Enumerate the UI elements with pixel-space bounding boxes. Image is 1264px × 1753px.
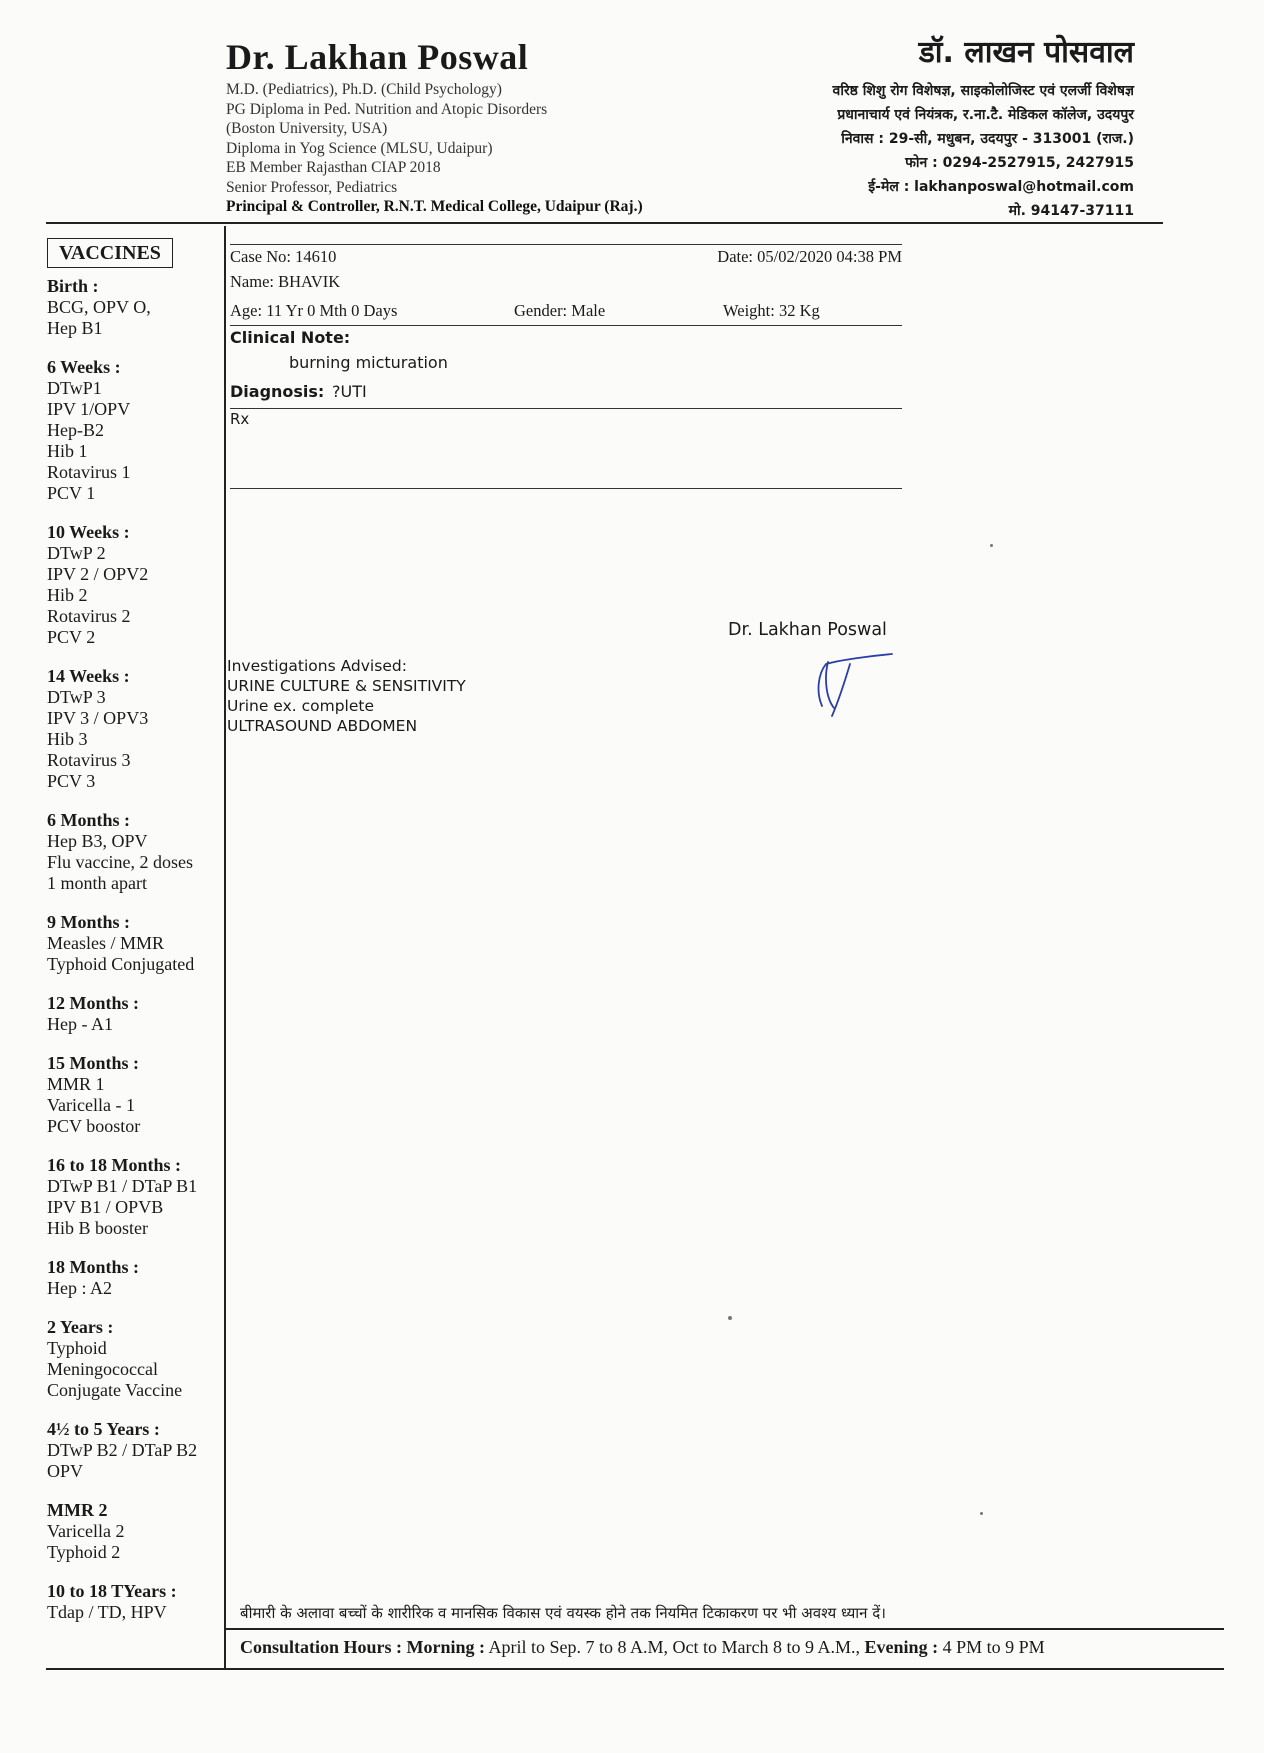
vaccine-group: [47, 1581, 222, 1623]
vaccine-item: Varicella 2: [47, 1521, 125, 1541]
vaccine-item: IPV 3 / OPV3: [47, 708, 149, 728]
vaccine-schedule: [47, 276, 222, 1641]
case-number: Case No: 14610: [230, 247, 337, 266]
vaccine-group-heading: 15 Months :: [47, 1053, 140, 1073]
morning-hours: April to Sep. 7 to 8 A.M, Oct to March 8 to 9 A.M.,: [488, 1637, 861, 1657]
footer-divider-top: [224, 1628, 1224, 1630]
doctor-name-english: Dr. Lakhan Poswal: [226, 37, 529, 77]
investigation-item: Urine ex. complete: [227, 697, 375, 715]
patient-name: Name: BHAVIK: [230, 272, 341, 291]
vaccine-item: DTwP B1 / DTaP B1: [47, 1176, 198, 1196]
vaccine-item: Hep B3, OPV: [47, 831, 148, 851]
vaccine-item: Flu vaccine, 2 doses: [47, 852, 193, 872]
case-row: [230, 244, 902, 266]
vaccine-item: Conjugate Vaccine: [47, 1380, 183, 1400]
vaccine-item: Measles / MMR: [47, 933, 164, 953]
vaccine-group: [47, 912, 222, 975]
qualification-line: (Boston University, USA): [226, 120, 388, 137]
scan-speck: [980, 1512, 983, 1515]
diagnosis-value: ?UTI: [332, 382, 367, 401]
vaccine-group: [47, 522, 222, 648]
vaccine-item: Rotavirus 3: [47, 750, 131, 770]
vaccine-item: Typhoid 2: [47, 1542, 121, 1562]
vaccine-group: [47, 1317, 222, 1401]
hindi-header-block: [833, 30, 1134, 223]
vaccine-item: Hep - A1: [47, 1014, 113, 1034]
vaccine-group: [47, 1257, 222, 1299]
hindi-phone: फोन : 0294-2527915, 2427915: [905, 155, 1134, 171]
vaccine-item: MMR 1: [47, 1074, 105, 1094]
vaccine-group: [47, 810, 222, 894]
vaccine-item: Hep : A2: [47, 1278, 112, 1298]
rx-label: Rx: [230, 410, 250, 428]
hindi-line: प्रधानाचार्य एवं नियंत्रक, र.ना.टै. मेडिकल कॉलेज, उदयपुर: [837, 107, 1134, 123]
qualification-line: EB Member Rajasthan CIAP 2018: [226, 159, 441, 176]
vaccine-item: IPV B1 / OPVB: [47, 1197, 164, 1217]
column-divider: [224, 226, 226, 1670]
signature-image: [810, 648, 900, 729]
vaccine-group-heading: 14 Weeks :: [47, 666, 130, 686]
vaccine-group: [47, 357, 222, 504]
hindi-advice-note: बीमारी के अलावा बच्चों के शारीरिक व मानसिक विकास एवं वयस्क होने तक नियमित टिकाकरण पर भी अवश्य ध्यान दें।: [240, 1604, 886, 1622]
patient-weight: Weight: 32 Kg: [723, 301, 820, 320]
patient-gender: Gender: Male: [514, 301, 606, 320]
vaccine-item: IPV 2 / OPV2: [47, 564, 149, 584]
investigation-item: URINE CULTURE & SENSITIVITY: [227, 677, 466, 695]
vaccine-item: Rotavirus 2: [47, 606, 131, 626]
scan-speck: [728, 1316, 732, 1320]
vaccine-item: Tdap / TD, HPV: [47, 1602, 167, 1622]
vaccine-item: Varicella - 1: [47, 1095, 135, 1115]
vaccine-item: Hep-B2: [47, 420, 104, 440]
qualification-line: PG Diploma in Ped. Nutrition and Atopic Disorders: [226, 100, 548, 118]
patient-age: Age: 11 Yr 0 Mth 0 Days: [230, 301, 398, 320]
position-line: Principal & Controller, R.N.T. Medical College, Udaipur (Raj.): [226, 198, 643, 215]
vaccine-group: [47, 1500, 222, 1563]
vaccine-item: Typhoid: [47, 1338, 107, 1358]
vaccine-group-heading: 6 Weeks :: [47, 357, 121, 377]
vaccine-item: DTwP B2 / DTaP B2: [47, 1440, 198, 1460]
scan-speck: [990, 544, 993, 547]
vaccine-item: Hep B1: [47, 318, 103, 338]
vaccine-item: Hib 2: [47, 585, 88, 605]
hindi-address: निवास : 29-सी, मधुबन, उदयपुर - 313001 (राज.): [841, 131, 1134, 147]
vaccine-group-heading: 2 Years :: [47, 1317, 114, 1337]
vaccine-item: IPV 1/OPV: [47, 399, 131, 419]
consultation-hours: [240, 1637, 1045, 1658]
vaccine-group-heading: 10 to 18 TYears :: [47, 1581, 177, 1601]
clinical-note-label: Clinical Note:: [230, 328, 351, 347]
age-gender-weight-row: [230, 301, 902, 326]
vaccine-group: [47, 1053, 222, 1137]
vaccine-group: [47, 276, 222, 339]
vaccine-item: Hib 3: [47, 729, 88, 749]
vaccine-group-heading: 6 Months :: [47, 810, 131, 830]
vaccine-group-heading: 9 Months :: [47, 912, 131, 932]
vaccine-group-heading: 4½ to 5 Years :: [47, 1419, 160, 1439]
vaccine-item: Meningococcal: [47, 1359, 158, 1379]
vaccines-title: VACCINES: [47, 238, 173, 268]
consult-label: Consultation Hours :: [240, 1637, 403, 1657]
clinical-note-text: burning micturation: [289, 353, 448, 372]
vaccine-item: Hib B booster: [47, 1218, 148, 1238]
vaccine-group-heading: Birth :: [47, 276, 99, 296]
doctor-name-hindi: डॉ. लाखन पोसवाल: [918, 35, 1134, 70]
vaccine-group: [47, 666, 222, 792]
vaccine-group-heading: 18 Months :: [47, 1257, 140, 1277]
investigations-block: [227, 656, 466, 736]
vaccine-item: PCV boostor: [47, 1116, 141, 1136]
hindi-email: ई-मेल : lakhanposwal@hotmail.com: [868, 179, 1134, 195]
vaccine-group: [47, 1155, 222, 1239]
investigations-label: Investigations Advised:: [227, 657, 407, 675]
header-divider: [46, 222, 1163, 224]
vaccine-item: Hib 1: [47, 441, 88, 461]
vaccine-item: BCG, OPV O,: [47, 297, 151, 317]
vaccine-item: DTwP1: [47, 378, 102, 398]
qualification-line: M.D. (Pediatrics), Ph.D. (Child Psychology): [226, 81, 502, 98]
vaccine-item: 1 month apart: [47, 873, 147, 893]
visit-date: Date: 05/02/2020 04:38 PM: [717, 247, 902, 266]
diagnosis-row: [230, 382, 902, 409]
vaccine-item: DTwP 2: [47, 543, 106, 563]
vaccine-group-heading: 10 Weeks :: [47, 522, 130, 542]
vaccine-item: PCV 1: [47, 483, 96, 503]
diagnosis-label: Diagnosis:: [230, 382, 325, 401]
vaccine-item: PCV 3: [47, 771, 96, 791]
vaccine-item: Rotavirus 1: [47, 462, 131, 482]
investigation-item: ULTRASOUND ABDOMEN: [227, 717, 418, 735]
vaccine-group-heading: 12 Months :: [47, 993, 140, 1013]
qualification-line: Diploma in Yog Science (MLSU, Udaipur): [226, 139, 493, 157]
vaccine-item: PCV 2: [47, 627, 96, 647]
evening-label: Evening :: [864, 1637, 939, 1657]
vaccine-group: [47, 993, 222, 1035]
morning-label: Morning :: [406, 1637, 486, 1657]
vaccine-group-heading: MMR 2: [47, 1500, 108, 1520]
footer-divider-bottom: [46, 1668, 1224, 1670]
vaccine-group: [47, 1419, 222, 1482]
vaccine-item: DTwP 3: [47, 687, 106, 707]
hindi-mobile: मो. 94147-37111: [1008, 203, 1134, 219]
signer-name: Dr. Lakhan Poswal: [728, 620, 887, 640]
vaccine-item: Typhoid Conjugated: [47, 954, 195, 974]
qualifications-block: [226, 80, 643, 217]
rx-divider: [230, 488, 902, 489]
vaccine-item: OPV: [47, 1461, 84, 1481]
evening-hours: 4 PM to 9 PM: [942, 1637, 1045, 1657]
vaccine-group-heading: 16 to 18 Months :: [47, 1155, 181, 1175]
qualification-line: Senior Professor, Pediatrics: [226, 178, 398, 196]
hindi-line: वरिष्ठ शिशु रोग विशेषज्ञ, साइकोलोजिस्ट एवं एलर्जी विशेषज्ञ: [832, 83, 1134, 99]
